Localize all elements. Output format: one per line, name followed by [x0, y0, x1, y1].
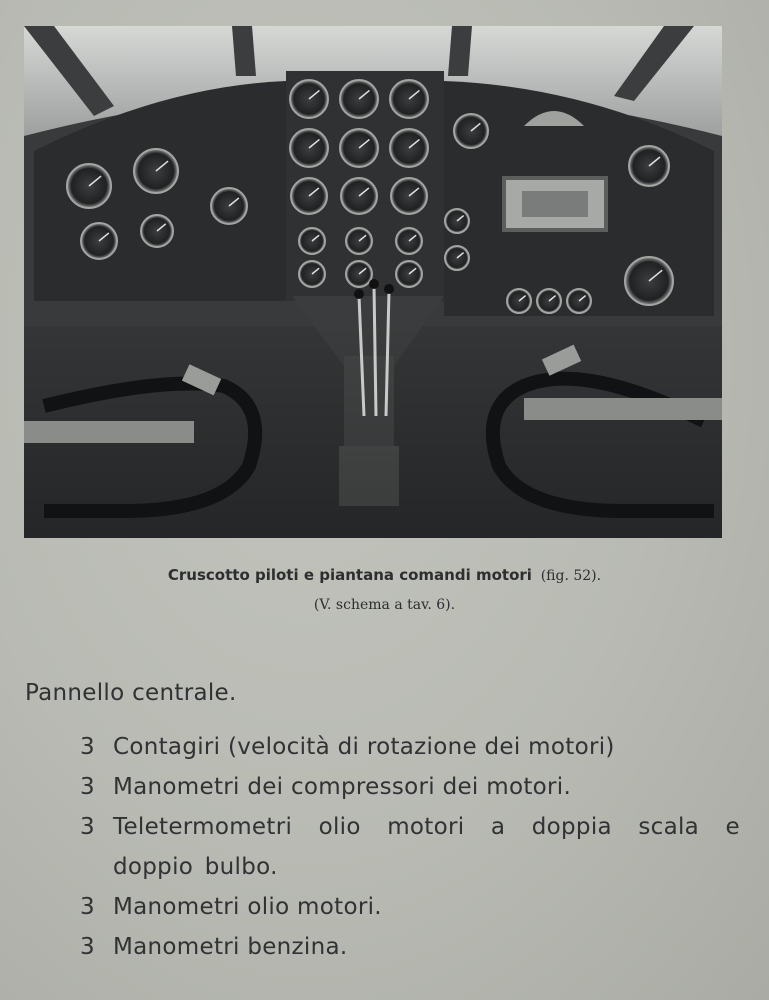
- caption-figure-ref: (fig. 52).: [540, 568, 602, 584]
- item-text: Manometri benzina.: [113, 934, 348, 960]
- item-text: Contagiri (velocità di rotazione dei motori): [113, 734, 615, 760]
- list-item: [80, 727, 740, 767]
- item-text: Manometri dei compressori dei motori.: [113, 774, 572, 800]
- instrument-list: [80, 727, 740, 967]
- caption-subtitle: (V. schema a tav. 6).: [313, 597, 456, 613]
- item-text: Teletermometri olio motori a doppia scala e doppio bulbo.: [113, 814, 740, 880]
- list-item: [80, 807, 740, 887]
- caption-title: Cruscotto piloti e piantana comandi motori: [167, 566, 532, 584]
- item-count: 3: [80, 934, 95, 960]
- item-count: 3: [80, 734, 95, 760]
- list-item: [80, 927, 740, 967]
- list-item: [80, 767, 740, 807]
- cockpit-photo: [24, 26, 722, 538]
- figure-caption: [0, 565, 769, 586]
- item-count: 3: [80, 894, 95, 920]
- list-item: [80, 887, 740, 927]
- section-heading: Pannello centrale.: [25, 680, 237, 706]
- item-count: 3: [80, 774, 95, 800]
- item-count: 3: [80, 814, 95, 840]
- item-text: Manometri olio motori.: [113, 894, 382, 920]
